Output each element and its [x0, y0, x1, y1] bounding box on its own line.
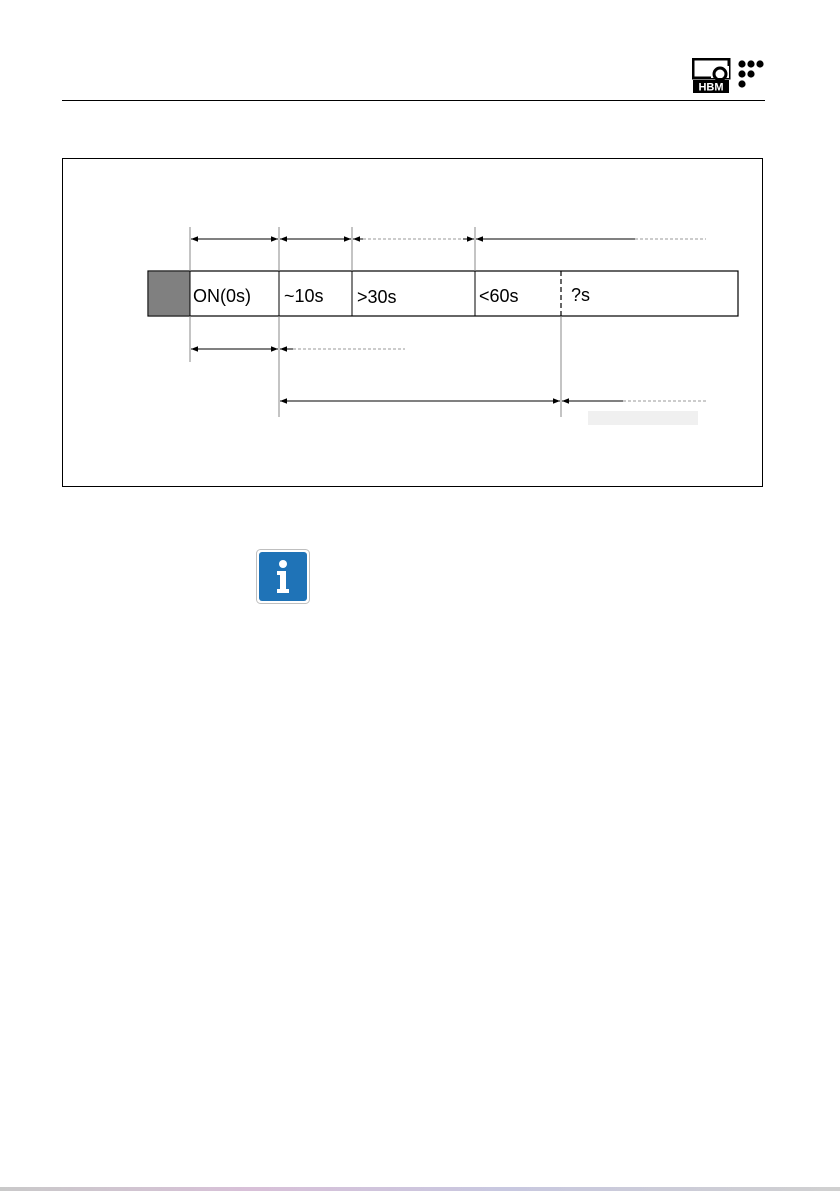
header-divider	[62, 100, 765, 101]
segment-label-unknown: ?s	[571, 285, 591, 305]
segment-label-on: ON(0s)	[193, 286, 251, 306]
timeline-start-block	[149, 272, 190, 316]
timeline-svg	[63, 159, 764, 488]
segment-label-30s: >30s	[357, 287, 397, 307]
page-bottom-edge	[0, 1187, 840, 1191]
hbm-logo-icon	[692, 58, 766, 96]
info-icon	[256, 549, 310, 604]
startup-timing-diagram	[62, 158, 763, 487]
segment-label-10s: ~10s	[284, 286, 324, 306]
hbm-logo	[692, 58, 766, 101]
cut-off-label	[588, 411, 698, 425]
hbm-logo-text: HBM	[698, 81, 724, 94]
segment-label-60s: <60s	[479, 286, 519, 306]
